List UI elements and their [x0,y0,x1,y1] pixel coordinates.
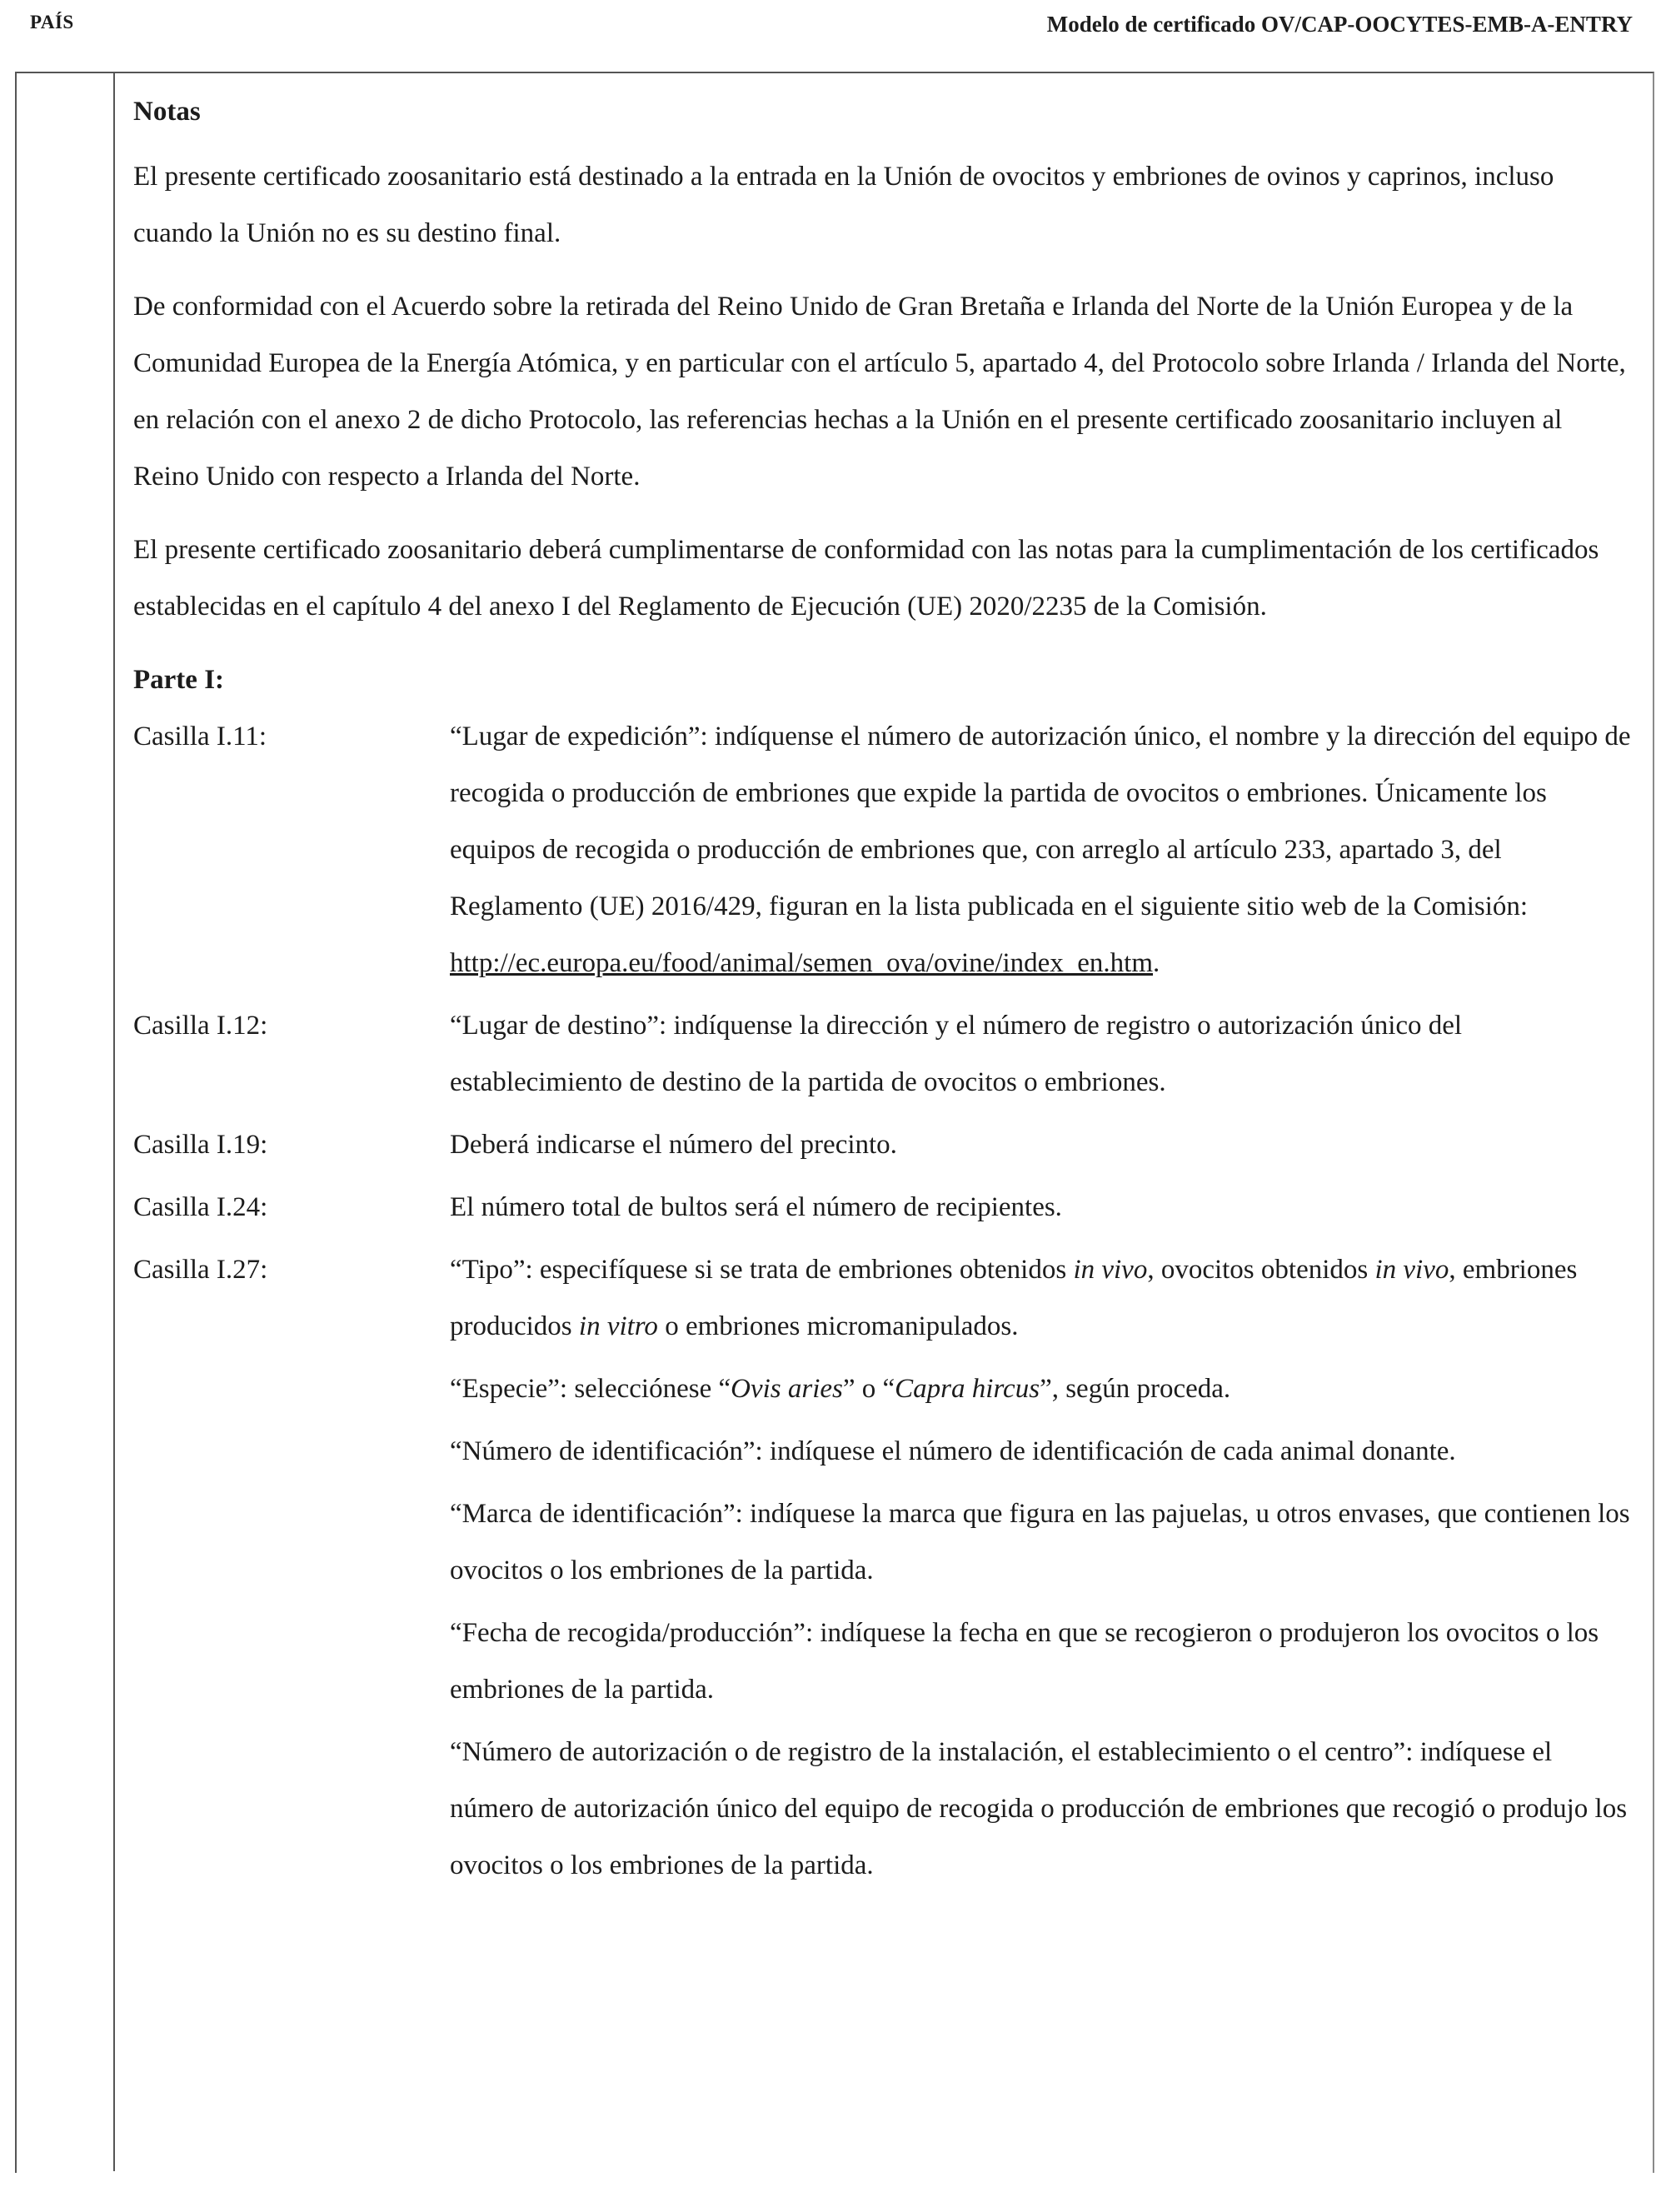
part-1-heading: Parte I: [133,665,225,695]
box-i12-text: “Lugar de destino”: indíquense la dirección y el número de registro o autorización único del establecimiento de destino de la partida de ovocitos o embriones. [450,1011,1463,1097]
tipo-italic-3: in vitro [578,1311,658,1341]
country-label: PAÍS [30,12,74,32]
box-i27-label: Casilla I.27: [133,1255,268,1285]
box-i12-label: Casilla I.12: [133,1011,268,1041]
box-i11-text [450,708,1633,991]
certificate-model-title: Modelo de certificado OV/CAP-OOCYTES-EMB-A-ENTRY [1046,12,1633,37]
box-i27-identification-number: “Número de identificación”: indíquese el número de identificación de cada animal donante. [450,1436,1456,1466]
box-i27-text [450,1241,1633,1894]
notes-paragraph-3: El presente certificado zoosanitario deberá cumplimentarse de conformidad con las notas para la cumplimentación de los certificados establecidas en el capítulo 4 del anexo I del Reglamento de Ejecución (UE) 2020/2235 de la Comisión. [133,535,1599,622]
notes-paragraph-1: El presente certificado zoosanitario está destinado a la entrada en la Unión de ovocitos y embriones de ovinos y caprinos, incluso cuando la Unión no es su destino final. [133,162,1554,248]
tipo-text-1: “Tipo”: especifíquese si se trata de embriones obtenidos [450,1255,1074,1285]
box-i24-row [133,1179,1633,1236]
tipo-text-2: , ovocitos obtenidos [1147,1255,1375,1285]
notes-heading: Notas [133,97,201,127]
box-i27-row [133,1241,1633,1894]
box-i11-row [133,708,1633,991]
box-i19-label: Casilla I.19: [133,1130,268,1160]
especie-text-2: ” o “ [842,1374,895,1404]
box-i24-label: Casilla I.24: [133,1192,268,1222]
box-i27-especie [450,1361,1633,1417]
link-suffix: . [1153,948,1160,978]
left-margin-rule [113,72,115,2171]
tipo-text-4: o embriones micromanipulados. [657,1311,1019,1341]
box-i19-text: Deberá indicarse el número del precinto. [450,1130,897,1160]
tipo-italic-1: in vivo [1073,1255,1148,1285]
box-i27-approval-number: “Número de autorización o de registro de la instalación, el establecimiento o el centro”: indíquese el número de autorización único del equipo de recogida o producción de embriones que recogió o produjo los ovocitos o los embriones de la partida. [450,1737,1628,1880]
tipo-text-3: , embriones producidos [450,1255,1578,1341]
especie-italic-2: Capra hircus [895,1374,1040,1404]
box-i27-tipo [450,1241,1633,1355]
especie-text-3: ”, según proceda. [1040,1374,1231,1404]
notes-paragraph-2: De conformidad con el Acuerdo sobre la retirada del Reino Unido de Gran Bretaña e Irlanda del Norte de la Unión Europea y de la Comunidad Europea de la Energía Atómica, y en particular con el artículo 5, apartado 4, del Protocolo sobre Irlanda / Irlanda del Norte, en relación con el anexo 2 de dicho Protocolo, las referencias hechas a la Unión en el presente certificado zoosanitario incluyen al Reino Unido con respecto a Irlanda del Norte. [133,292,1626,492]
box-i24-text: El número total de bultos será el número de recipientes. [450,1192,1062,1222]
box-i12-row [133,997,1633,1111]
especie-text-1: “Especie”: selecciónese “ [450,1374,731,1404]
box-i19-row [133,1116,1633,1173]
box-i11-label: Casilla I.11: [133,722,267,751]
notes-content [133,83,1633,1900]
box-i27-collection-date: “Fecha de recogida/producción”: indíquese la fecha en que se recogieron o produjeron los ovocitos o los embriones de la partida. [450,1618,1599,1705]
box-i27-identification-mark: “Marca de identificación”: indíquese la marca que figura en las pajuelas, u otros envases, que contienen los ovocitos o los embriones de la partida. [450,1499,1630,1585]
especie-italic-1: Ovis aries [731,1374,843,1404]
tipo-italic-2: in vivo [1374,1255,1449,1285]
commission-website-link[interactable]: http://ec.europa.eu/food/animal/semen_ova/ovine/index_en.htm [450,948,1154,978]
box-i11-description: “Lugar de expedición”: indíquense el número de autorización único, el nombre y la dirección del equipo de recogida o producción de embriones que expide la partida de ovocitos o embriones. Únicamente los equipos de recogida o producción de embriones que, con arreglo al artículo 233, apartado 3, del Reglamento (UE) 2016/429, figuran en la lista publicada en el siguiente sitio web de la Comisión: [450,722,1631,921]
